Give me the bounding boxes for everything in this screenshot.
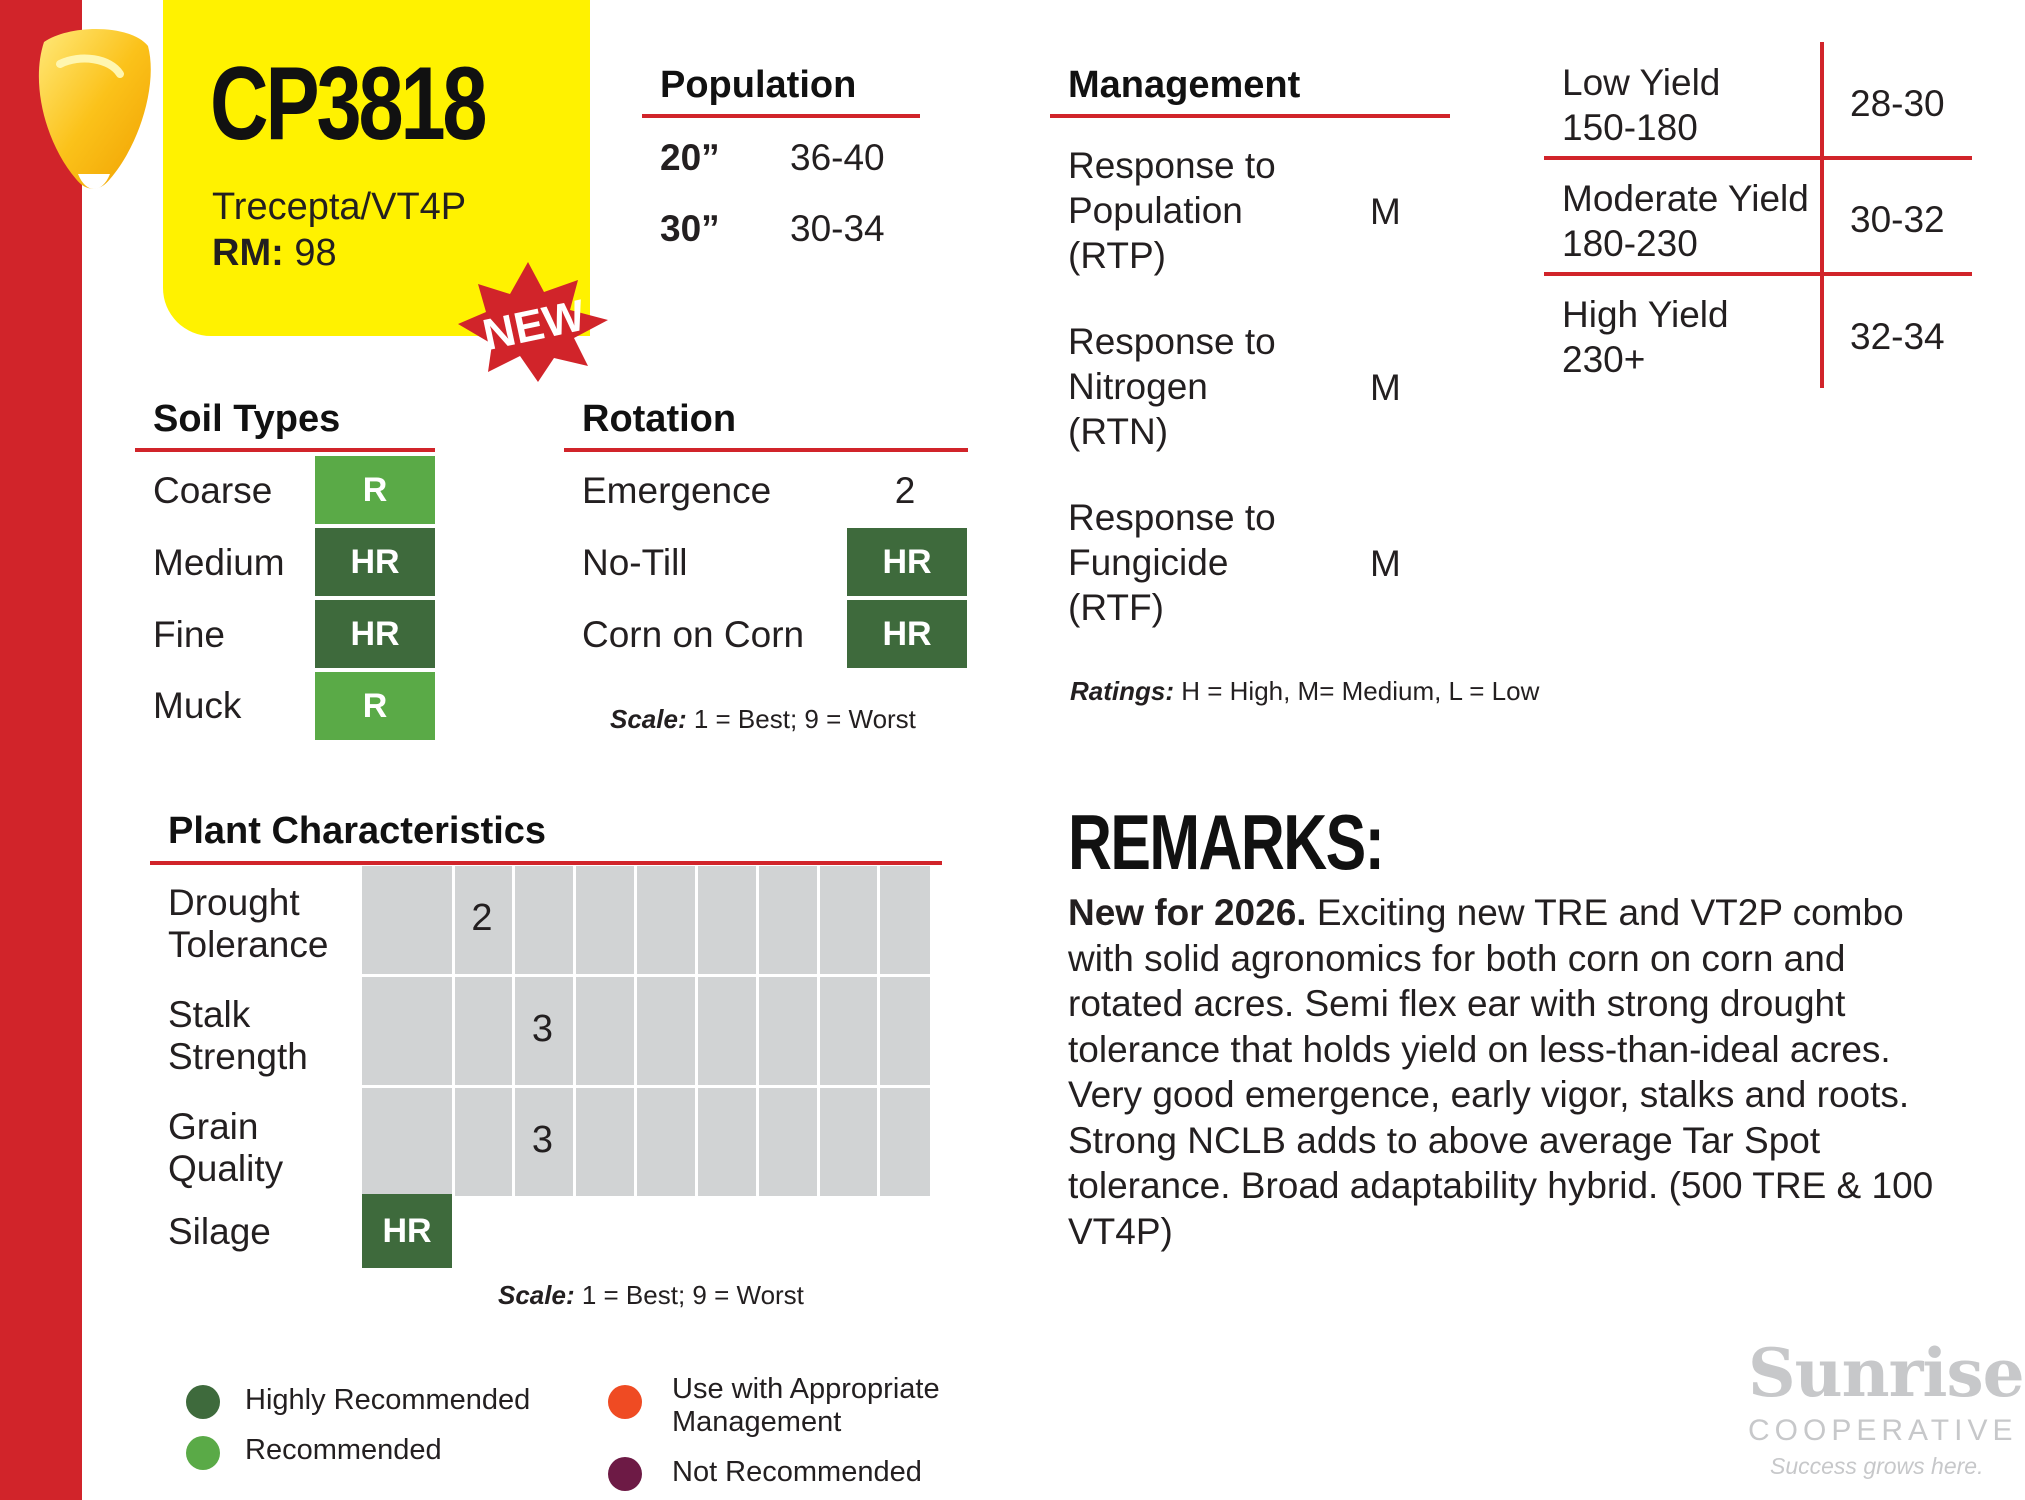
- soil-rating-fine: HR: [315, 600, 435, 668]
- legend-dot-not-recommended: [608, 1457, 642, 1491]
- yield-label-low: Low Yield 150-180: [1562, 62, 1721, 148]
- yield-label-moderate: Moderate Yield 180-230: [1562, 178, 1809, 264]
- rotation-label-corn-on-corn: Corn on Corn: [582, 614, 805, 655]
- yield-value-high: 32-34: [1850, 316, 1945, 357]
- grid-line: [573, 866, 576, 1196]
- yield-table-divider: [1820, 42, 1824, 388]
- sunrise-logo-tagline: Success grows here.: [1770, 1453, 1984, 1479]
- pc-score-stalk: 3: [531, 1008, 554, 1050]
- pc-score-drought: 2: [471, 897, 493, 939]
- soil-rating-medium: HR: [315, 528, 435, 596]
- soil-label-medium: Medium: [153, 542, 285, 583]
- rotation-heading: Rotation: [582, 398, 737, 440]
- pc-label-stalk: Stalk Strength: [168, 994, 308, 1077]
- soil-rating-muck: R: [315, 672, 435, 740]
- rotation-rule: [564, 448, 968, 452]
- corn-kernel-icon: [30, 24, 156, 194]
- grid-line: [695, 866, 698, 1196]
- management-label-rtf: Response to Fungicide (RTF): [1068, 497, 1276, 628]
- grid-line: [877, 866, 880, 1196]
- rotation-rating-corn-on-corn: HR: [847, 600, 967, 668]
- legend-label-appropriate-management: Use with Appropriate Management: [672, 1373, 940, 1439]
- rotation-scale: Scale: 1 = Best; 9 = Worst: [610, 704, 916, 734]
- rotation-label-emergence: Emergence: [582, 470, 772, 511]
- product-name: CP3818: [210, 46, 485, 162]
- legend-label-highly-recommended: Highly Recommended: [245, 1384, 531, 1416]
- population-value-30: 30-34: [790, 208, 885, 249]
- rotation-rating-emergence: 2: [894, 470, 916, 511]
- plant-characteristics-grid: [362, 861, 930, 1191]
- remarks-text: Exciting new TRE and VT2P combo with solid agronomics for both corn on corn and rotated acres. Semi flex ear with strong drought tolerance that holds yield on less-than-ideal acres. Very good emergence, early vigor, stalks and roots. Strong NCLB adds to above average Tar Spot tolerance. Broad adaptability hybrid. (500 TRE & 100 VT4P): [1068, 892, 1934, 1252]
- left-stripe: [0, 0, 82, 1500]
- grid-line: [362, 1085, 930, 1088]
- soil-rating-coarse: R: [315, 456, 435, 524]
- yield-value-moderate: 30-32: [1850, 199, 1945, 240]
- legend-label-not-recommended: Not Recommended: [672, 1456, 922, 1488]
- new-badge: [448, 254, 614, 384]
- relative-maturity: RM: 98: [212, 232, 337, 274]
- management-heading: Management: [1068, 64, 1301, 106]
- yield-table-rule-1: [1544, 156, 1972, 160]
- grid-line: [634, 866, 637, 1196]
- sunrise-logo-subtitle: COOPERATIVE: [1748, 1414, 2018, 1447]
- plant-characteristics-heading: Plant Characteristics: [168, 810, 547, 852]
- legend-dot-highly-recommended: [186, 1385, 220, 1419]
- remarks-heading: REMARKS:: [1068, 798, 1384, 886]
- legend-dot-recommended: [186, 1436, 220, 1470]
- management-ratings-key: Ratings: H = High, M= Medium, L = Low: [1070, 676, 1540, 706]
- grid-line: [817, 866, 820, 1196]
- legend-label-recommended: Recommended: [245, 1434, 442, 1466]
- remarks-lead: New for 2026.: [1068, 892, 1307, 933]
- management-rating-rtn: M: [1370, 367, 1401, 408]
- management-rule: [1050, 114, 1450, 118]
- management-rating-rtp: M: [1370, 191, 1401, 232]
- population-heading: Population: [660, 64, 857, 106]
- trait-line: Trecepta/VT4P: [212, 186, 467, 228]
- management-label-rtn: Response to Nitrogen (RTN): [1068, 321, 1276, 452]
- population-spacing-20: 20”: [660, 137, 720, 178]
- yield-label-high: High Yield 230+: [1562, 294, 1729, 380]
- legend-dot-appropriate-management: [608, 1385, 642, 1419]
- population-value-20: 36-40: [790, 137, 885, 178]
- soil-types-heading: Soil Types: [153, 398, 341, 440]
- soil-label-fine: Fine: [153, 614, 225, 655]
- grid-line: [362, 974, 930, 977]
- management-label-rtp: Response to Population (RTP): [1068, 145, 1276, 276]
- pc-label-silage: Silage: [168, 1211, 271, 1252]
- management-rating-rtf: M: [1370, 543, 1401, 584]
- pc-score-grain: 3: [531, 1119, 554, 1161]
- pc-scale: Scale: 1 = Best; 9 = Worst: [498, 1280, 804, 1310]
- grid-line: [756, 866, 759, 1196]
- pc-label-drought: Drought Tolerance: [168, 882, 329, 965]
- new-badge-text: NEW: [478, 290, 590, 361]
- pc-rating-silage: HR: [362, 1194, 452, 1268]
- soil-types-rule: [135, 448, 435, 452]
- rotation-rating-no-till: HR: [847, 528, 967, 596]
- population-rule: [642, 114, 920, 118]
- population-spacing-30: 30”: [660, 208, 720, 249]
- remarks-body: [1068, 890, 1948, 1254]
- yield-table-rule-2: [1544, 272, 1972, 276]
- rotation-label-no-till: No-Till: [582, 542, 688, 583]
- pc-label-grain: Grain Quality: [168, 1106, 284, 1189]
- soil-label-coarse: Coarse: [153, 470, 273, 511]
- soil-label-muck: Muck: [153, 685, 242, 726]
- yield-value-low: 28-30: [1850, 83, 1945, 124]
- grid-background: [362, 866, 930, 1196]
- sunrise-logo: Sunrise: [1748, 1334, 2024, 1412]
